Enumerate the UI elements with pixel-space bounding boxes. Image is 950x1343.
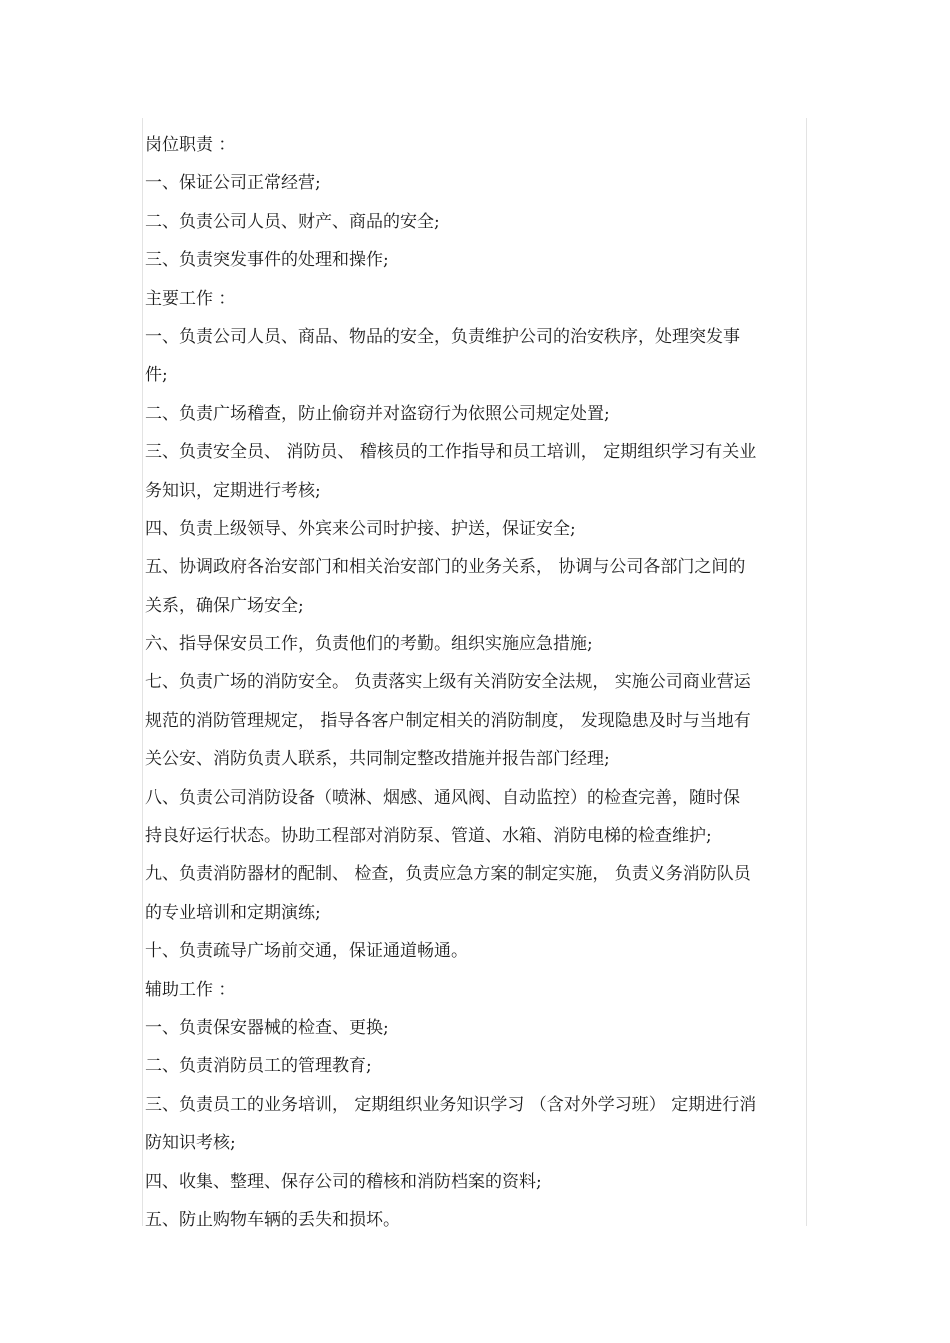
text-line: 二、负责广场稽查，防止偷窃并对盗窃行为依照公司规定处置; — [145, 403, 610, 424]
text-line: 防知识考核; — [145, 1133, 236, 1154]
section-heading: 主要工作 ： — [145, 288, 236, 309]
document-body — [145, 126, 805, 1239]
text-line: 七、负责广场的消防安全。 负责落实上级有关消防安全法规， 实施公司商业营运 — [145, 672, 751, 693]
text-line: 的专业培训和定期演练; — [145, 902, 321, 923]
text-line: 规范的消防管理规定， 指导各客户制定相关的消防制度， 发现隐患及时与当地有 — [145, 710, 751, 731]
text-line: 二、负责消防员工的管理教育; — [145, 1056, 372, 1077]
text-line: 四、负责上级领导、外宾来公司时护接、护送，保证安全; — [145, 518, 576, 539]
section-heading: 岗位职责 ： — [145, 135, 236, 155]
text-line: 关系，确保广场安全; — [145, 595, 304, 616]
section-heading: 辅助工作 ： — [145, 979, 236, 1000]
text-line: 一、负责公司人员、商品、物品的安全，负责维护公司的治安秩序，处理突发事 — [145, 326, 740, 347]
text-line: 十、负责疏导广场前交通，保证通道畅通。 — [145, 941, 468, 962]
text-line: 五、协调政府各治安部门和相关治安部门的业务关系， 协调与公司各部门之间的 — [145, 557, 746, 578]
text-line: 一、保证公司正常经营; — [145, 173, 321, 194]
text-line: 三、负责突发事件的处理和操作; — [145, 250, 389, 271]
text-line: 三、负责员工的业务培训， 定期组织业务知识学习 （含对外学习班） 定期进行消 — [145, 1094, 757, 1115]
text-line: 务知识，定期进行考核; — [145, 480, 321, 501]
right-margin-rule — [806, 118, 807, 1226]
left-margin-rule — [142, 118, 143, 1226]
text-line: 五、防止购物车辆的丢失和损坏。 — [145, 1209, 400, 1230]
text-line: 八、负责公司消防设备（喷淋、烟感、通风阀、自动监控）的检查完善，随时保 — [145, 787, 740, 808]
text-line: 六、指导保安员工作，负责他们的考勤。组织实施应急措施; — [145, 634, 593, 655]
text-line: 一、负责保安器械的检查、更换; — [145, 1017, 389, 1038]
text-line: 三、负责安全员、 消防员、 稽核员的工作指导和员工培训， 定期组织学习有关业 — [145, 442, 757, 463]
text-line: 九、负责消防器材的配制、 检查，负责应急方案的制定实施， 负责义务消防队员 — [145, 864, 751, 885]
text-line: 二、负责公司人员、财产、商品的安全; — [145, 211, 440, 232]
text-line: 持良好运行状态。协助工程部对消防泵、管道、水箱、消防电梯的检查维护; — [145, 826, 712, 847]
text-line: 件; — [145, 365, 168, 386]
text-line: 关公安、消防负责人联系，共同制定整改措施并报告部门经理; — [145, 749, 610, 770]
text-line: 四、收集、整理、保存公司的稽核和消防档案的资料; — [145, 1171, 542, 1192]
